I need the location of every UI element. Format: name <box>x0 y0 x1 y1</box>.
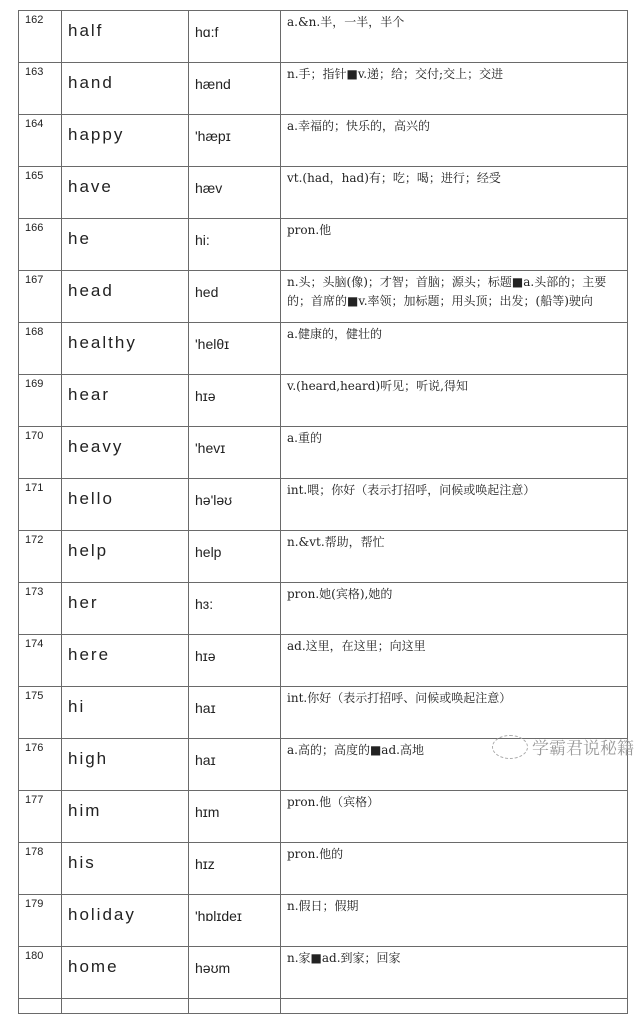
wechat-logo-icon <box>492 735 528 759</box>
meaning-cell: a.幸福的；快乐的，高兴的 <box>281 115 628 167</box>
meaning-cell: ad.这里，在这里；向这里 <box>281 635 628 687</box>
table-row <box>19 375 628 427</box>
table-row <box>19 323 628 375</box>
table-row <box>19 635 628 687</box>
table-row <box>19 687 628 739</box>
row-number: 167 <box>19 271 62 323</box>
phonetic-cell: hed <box>189 271 281 323</box>
watermark-text: 学霸君说秘籍 <box>532 739 634 759</box>
row-number: 172 <box>19 531 62 583</box>
table-row <box>19 531 628 583</box>
word-cell: healthy <box>62 323 189 375</box>
meaning-cell: int.喂；你好（表示打招呼，问候或唤起注意） <box>281 479 628 531</box>
meaning-cell: a.&n.半，一半，半个 <box>281 11 628 63</box>
vocabulary-table <box>18 10 628 1014</box>
row-number: 170 <box>19 427 62 479</box>
phonetic-cell: hɪə <box>189 375 281 427</box>
table-row-partial <box>19 999 628 1014</box>
word-cell: happy <box>62 115 189 167</box>
table-row <box>19 895 628 947</box>
table-row <box>19 479 628 531</box>
word-cell: hear <box>62 375 189 427</box>
meaning-cell: a.高的；高度的■ad.高地 <box>281 739 628 791</box>
table-row <box>19 843 628 895</box>
table-row <box>19 219 628 271</box>
word-cell: hi <box>62 687 189 739</box>
meaning-cell: n.假日；假期 <box>281 895 628 947</box>
row-number: 178 <box>19 843 62 895</box>
meaning-cell: n.手；指针■v.递；给；交付;交上；交进 <box>281 63 628 115</box>
row-number: 174 <box>19 635 62 687</box>
word-cell: high <box>62 739 189 791</box>
table-row <box>19 583 628 635</box>
table-row <box>19 115 628 167</box>
meaning-cell: a.健康的，健壮的 <box>281 323 628 375</box>
row-number: 176 <box>19 739 62 791</box>
phonetic-cell: hɪz <box>189 843 281 895</box>
word-cell: hand <box>62 63 189 115</box>
row-number: 166 <box>19 219 62 271</box>
meaning-cell: int.你好（表示打招呼、问候或唤起注意） <box>281 687 628 739</box>
row-number: 162 <box>19 11 62 63</box>
word-cell: him <box>62 791 189 843</box>
meaning-cell: pron.他的 <box>281 843 628 895</box>
word-cell: holiday <box>62 895 189 947</box>
word-cell: have <box>62 167 189 219</box>
meaning-cell: pron.他 <box>281 219 628 271</box>
row-number: 173 <box>19 583 62 635</box>
table-row <box>19 167 628 219</box>
meaning-cell: n.&vt.帮助，帮忙 <box>281 531 628 583</box>
phonetic-cell: 'hevɪ <box>189 427 281 479</box>
word-cell: hello <box>62 479 189 531</box>
phonetic-cell: 'helθɪ <box>189 323 281 375</box>
row-number: 179 <box>19 895 62 947</box>
word-cell: home <box>62 947 189 999</box>
phonetic-cell: hænd <box>189 63 281 115</box>
phonetic-cell: haɪ <box>189 739 281 791</box>
phonetic-cell: 'hæpɪ <box>189 115 281 167</box>
meaning-cell: a.重的 <box>281 427 628 479</box>
meaning-cell: n.头；头脑(像)；才智；首脑；源头；标题■a.头部的；主要的；首席的■v.率领；加标题；用头顶；出发；(船等)驶向 <box>281 271 628 323</box>
meaning-cell: pron.她(宾格),她的 <box>281 583 628 635</box>
phonetic-cell: hə'ləʊ <box>189 479 281 531</box>
phonetic-cell: hi: <box>189 219 281 271</box>
table-row <box>19 947 628 999</box>
phonetic-cell: həʊm <box>189 947 281 999</box>
watermark <box>492 734 634 759</box>
phonetic-cell: hɪm <box>189 791 281 843</box>
row-number: 168 <box>19 323 62 375</box>
row-number: 171 <box>19 479 62 531</box>
phonetic-cell: haɪ <box>189 687 281 739</box>
table-row <box>19 11 628 63</box>
word-cell: head <box>62 271 189 323</box>
vocabulary-table-body <box>19 11 628 1014</box>
phonetic-cell: help <box>189 531 281 583</box>
table-row <box>19 271 628 323</box>
empty-cell <box>62 999 189 1014</box>
word-cell: half <box>62 11 189 63</box>
phonetic-cell: hɑ:f <box>189 11 281 63</box>
word-cell: his <box>62 843 189 895</box>
phonetic-cell: hæv <box>189 167 281 219</box>
row-number: 177 <box>19 791 62 843</box>
empty-cell <box>19 999 62 1014</box>
word-cell: he <box>62 219 189 271</box>
row-number: 163 <box>19 63 62 115</box>
meaning-cell: pron.他（宾格） <box>281 791 628 843</box>
meaning-cell: v.(heard,heard)听见；听说,得知 <box>281 375 628 427</box>
row-number: 164 <box>19 115 62 167</box>
empty-cell <box>281 999 628 1014</box>
meaning-cell: vt.(had，had)有；吃；喝；进行；经受 <box>281 167 628 219</box>
phonetic-cell: 'hɒlɪdeɪ <box>189 895 281 947</box>
meaning-cell: n.家■ad.到家；回家 <box>281 947 628 999</box>
row-number: 175 <box>19 687 62 739</box>
row-number: 169 <box>19 375 62 427</box>
word-cell: her <box>62 583 189 635</box>
row-number: 165 <box>19 167 62 219</box>
row-number: 180 <box>19 947 62 999</box>
phonetic-cell: hɜ: <box>189 583 281 635</box>
table-row <box>19 791 628 843</box>
empty-cell <box>189 999 281 1014</box>
word-cell: here <box>62 635 189 687</box>
word-cell: help <box>62 531 189 583</box>
table-row <box>19 427 628 479</box>
phonetic-cell: hɪə <box>189 635 281 687</box>
word-cell: heavy <box>62 427 189 479</box>
table-row <box>19 63 628 115</box>
